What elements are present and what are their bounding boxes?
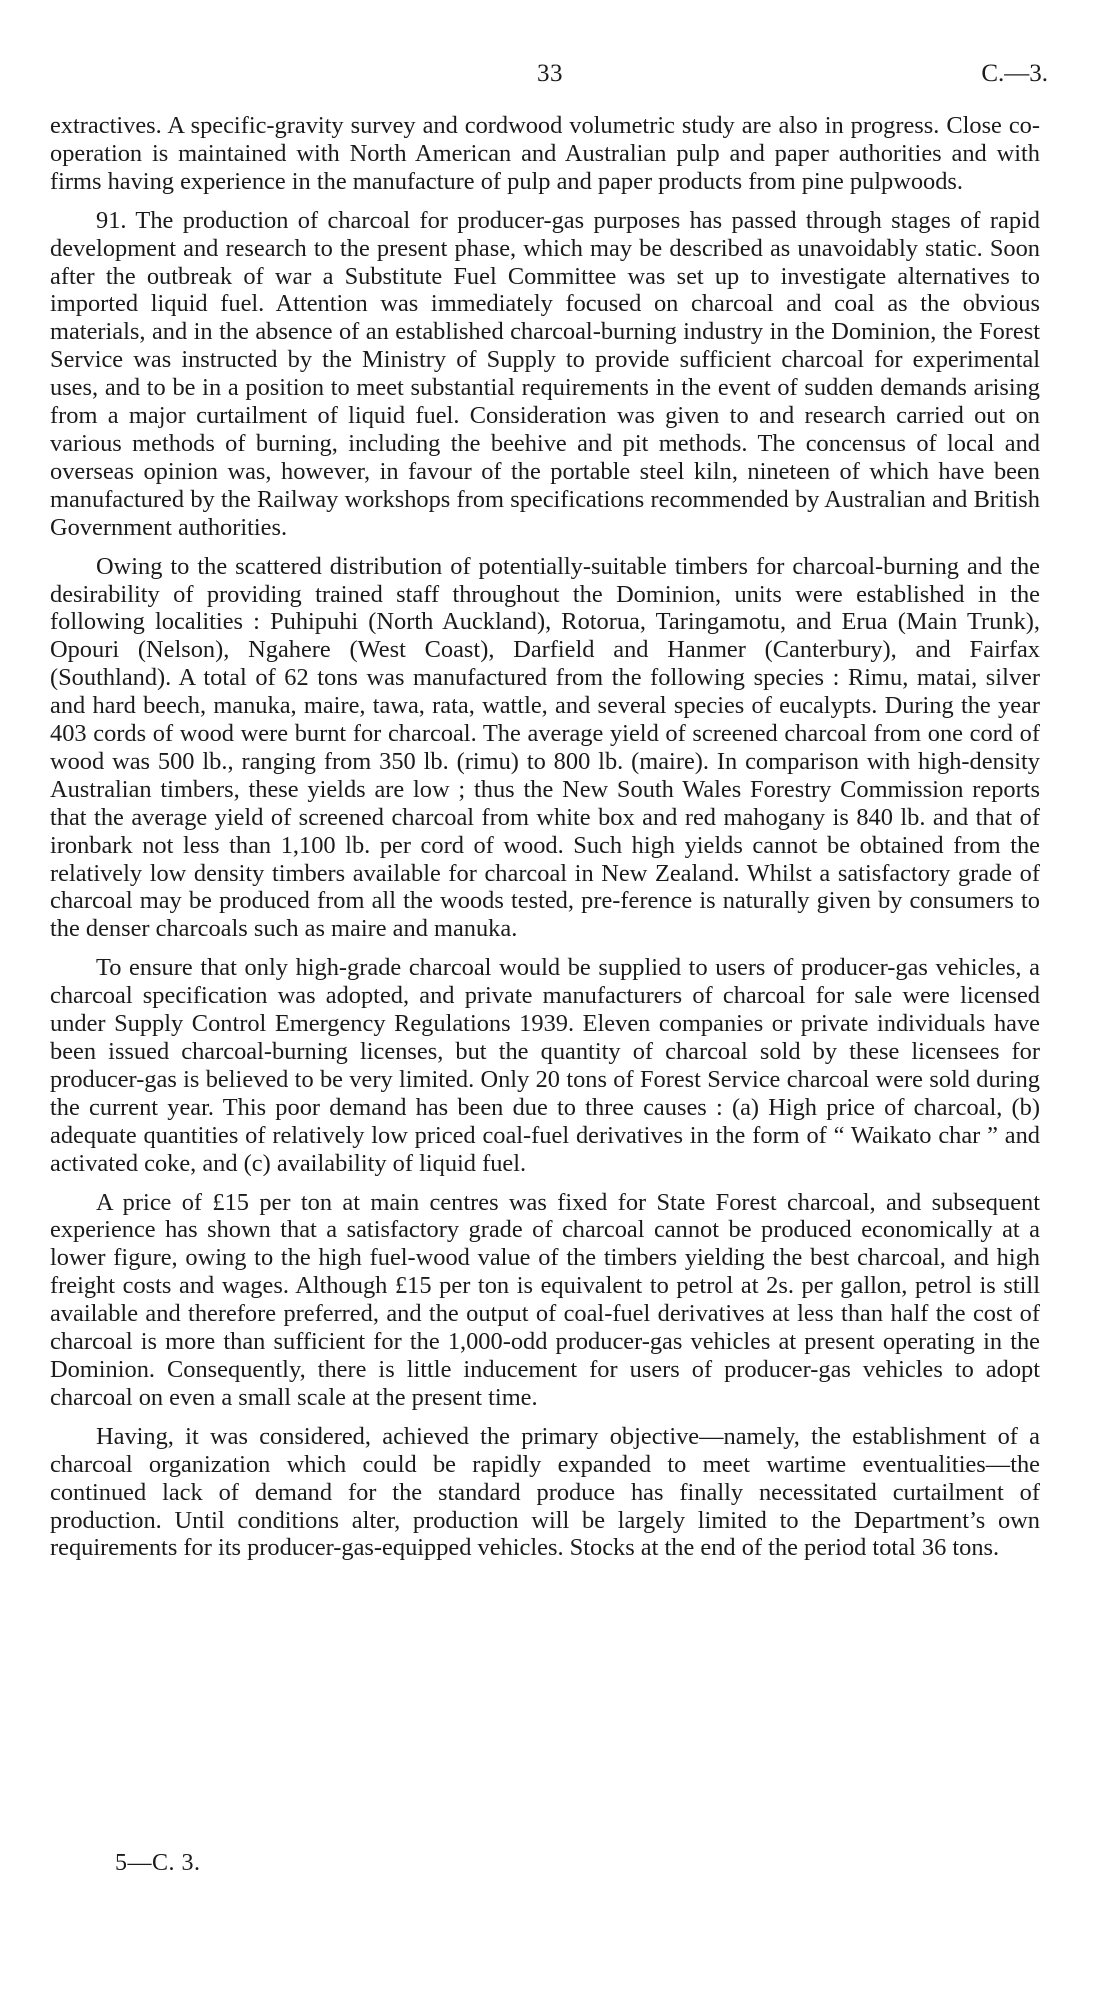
paragraph-charcoal-specification: To ensure that only high-grade charcoal would be supplied to users of producer-gas vehicles, a charcoal specification was adopted, and private manufacturers of charcoal for sale were licensed under Supply Control Emergency Regulations 1939. Eleven companies or private individuals have been issued charcoal-burning licenses, but the quantity of charcoal sold by these licensees for producer-gas is believed to be very limited. Only 20 tons of Forest Service charcoal were sold during the current year. This poor demand has been due to three causes : (a) High price of charcoal, (b) adequate quantities of relatively low priced coal-fuel derivatives in the form of “ Waikato char ” and activated coke, and (c) availability of liquid fuel. — [50, 954, 1040, 1177]
paragraph-charcoal-units: Owing to the scattered distribution of potentially-suitable timbers for charcoal-burning and the desirability of providing trained staff throughout the Dominion, units were established in the following localities : Puhipuhi (North Auckland), Rotorua, Taringamotu, and Erua (Main Trunk), Opouri (Nelson), Ngahere (West Coast), Darfield and Hanmer (Canterbury), and Fairfax (Southland). A total of 62 tons was manufactured from the following species : Rimu, matai, silver and hard beech, manuka, maire, tawa, rata, wattle, and several species of eucalypts. During the year 403 cords of wood were burnt for charcoal. The average yield of screened charcoal from one cord of wood was 500 lb., ranging from 350 lb. (rimu) to 800 lb. (maire). In comparison with high-density Australian timbers, these yields are low ; thus the New South Wales Forestry Commission reports that the average yield of screened charcoal from white box and red mahogany is 840 lb. and that of ironbark not less than 1,100 lb. per cord of wood. Such high yields cannot be obtained from the relatively low density timbers available for charcoal in New Zealand. Whilst a satisfactory grade of charcoal may be produced from all the woods tested, pre-ference is naturally given by consumers to the denser charcoals such as maire and manuka. — [50, 552, 1040, 943]
page-number: 33 — [537, 60, 563, 87]
paragraph-charcoal-price: A price of £15 per ton at main centres was fixed for State Forest charcoal, and subsequent experience has shown that a satisfactory grade of charcoal cannot be produced economically at a lower figure, owing to the high fuel-wood value of the timbers yielding the best charcoal, and high freight costs and wages. Although £15 per ton is equivalent to petrol at 2s. per gallon, petrol is still available and therefore preferred, and the output of coal-fuel derivatives at less than half the cost of charcoal is more than sufficient for the 1,000-odd producer-gas vehicles at present operating in the Dominion. Consequently, there is little inducement for users of producer-gas vehicles to adopt charcoal on even a small scale at the present time. — [50, 1188, 1040, 1411]
body-text — [50, 112, 1040, 1562]
signature-mark: 5—C. 3. — [115, 1850, 201, 1876]
paragraph-curtailment: Having, it was considered, achieved the primary objective—namely, the establishment of a charcoal organization which could be rapidly expanded to meet wartime eventualities—the continued lack of demand for the standard produce has finally necessitated curtailment of production. Until conditions alter, production will be largely limited to the Department’s own requirements for its producer-gas-equipped vehicles. Stocks at the end of the period total 36 tons. — [50, 1422, 1040, 1562]
document-reference: C.—3. — [981, 60, 1048, 87]
paragraph-continuation: extractives. A specific-gravity survey and cordwood volumetric study are also in progress. Close co-operation is maintained with North American and Australian pulp and paper authorities and with firms having experience in the manufacture of pulp and paper products from pine pulpwoods. — [50, 112, 1040, 195]
paragraph-91-charcoal-production: 91. The production of charcoal for producer-gas purposes has passed through stages of rapid development and research to the present phase, which may be described as unavoidably static. Soon after the outbreak of war a Substitute Fuel Committee was set up to investigate alternatives to imported liquid fuel. Attention was immediately focused on charcoal and coal as the obvious materials, and in the absence of an established charcoal-burning industry in the Dominion, the Forest Service was instructed by the Ministry of Supply to provide sufficient charcoal for experimental uses, and to be in a position to meet substantial requirements in the event of sudden demands arising from a major curtailment of liquid fuel. Consideration was given to and research carried out on various methods of burning, including the beehive and pit methods. The concensus of local and overseas opinion was, however, in favour of the portable steel kiln, nineteen of which have been manufactured by the Railway workshops from specifications recommended by Australian and British Government authorities. — [50, 206, 1040, 541]
